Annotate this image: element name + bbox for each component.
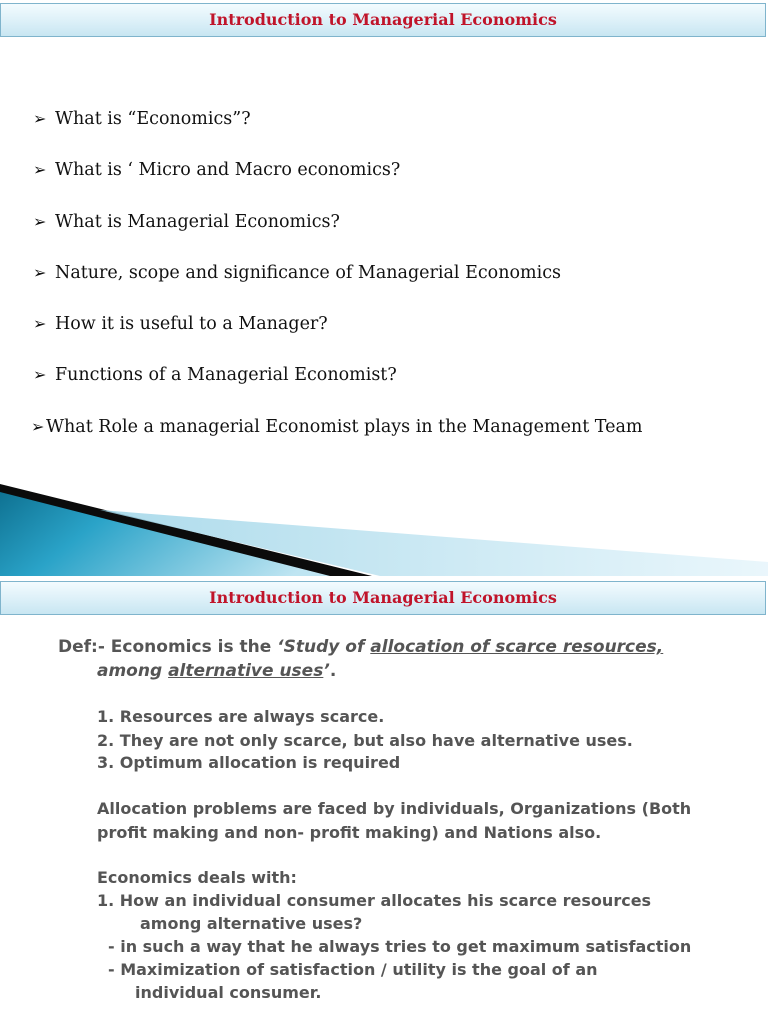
arrow-bullet-icon: ➢ xyxy=(33,211,47,231)
allocation-text-line-1: Allocation problems are faced by individuals, Organizations (Both xyxy=(97,799,692,818)
point-item: 3. Optimum allocation is required xyxy=(97,753,401,772)
slide-2 xyxy=(0,576,768,1024)
slide-1-bullet-list xyxy=(33,104,643,463)
slide-1-title: Introduction to Managerial Economics xyxy=(0,3,766,37)
bullet-item: ➢ How it is useful to a Manager? xyxy=(33,309,643,360)
definition-line-2: among alternative uses’. xyxy=(97,661,337,681)
allocation-text-line-2: profit making and non- profit making) and Nations also. xyxy=(97,823,602,842)
arrow-bullet-icon: ➢ xyxy=(33,160,47,180)
bullet-item: ➢ What is Managerial Economics? xyxy=(33,207,643,258)
decorative-swoosh xyxy=(0,470,768,576)
point-item: 2. They are not only scarce, but also have alternative uses. xyxy=(97,731,633,750)
slide-2-body xyxy=(0,576,768,1024)
arrow-bullet-icon: ➢ xyxy=(33,365,47,385)
deals-item-line-2: among alternative uses? xyxy=(140,914,363,933)
bullet-item: ➢ What is ‘ Micro and Macro economics? xyxy=(33,155,643,206)
arrow-bullet-icon: ➢ xyxy=(33,314,47,334)
dash-item: - Maximization of satisfaction / utility is the goal of an xyxy=(108,960,598,979)
deals-heading: Economics deals with: xyxy=(97,868,297,887)
arrow-bullet-icon: ➢ xyxy=(33,262,47,282)
bullet-item: ➢ Functions of a Managerial Economist? xyxy=(33,360,643,411)
point-item: 1. Resources are always scarce. xyxy=(97,707,385,726)
arrow-bullet-icon: ➢ xyxy=(31,416,45,436)
bullet-item: ➢What Role a managerial Economist plays in the Management Team xyxy=(31,412,643,463)
definition-line-1: Def:- Economics is the ‘Study of allocation of scarce resources, xyxy=(58,637,664,657)
dash-item: - in such a way that he always tries to get maximum satisfaction xyxy=(108,937,692,956)
deals-item-line-1: 1. How an individual consumer allocates his scarce resources xyxy=(97,891,652,910)
arrow-bullet-icon: ➢ xyxy=(33,109,47,128)
bullet-item: ➢ What is “Economics”? xyxy=(33,104,643,155)
bullet-item: ➢ Nature, scope and significance of Managerial Economics xyxy=(33,258,643,309)
dash-item-continuation: individual consumer. xyxy=(135,983,322,1002)
slide-2-title: Introduction to Managerial Economics xyxy=(0,581,766,615)
